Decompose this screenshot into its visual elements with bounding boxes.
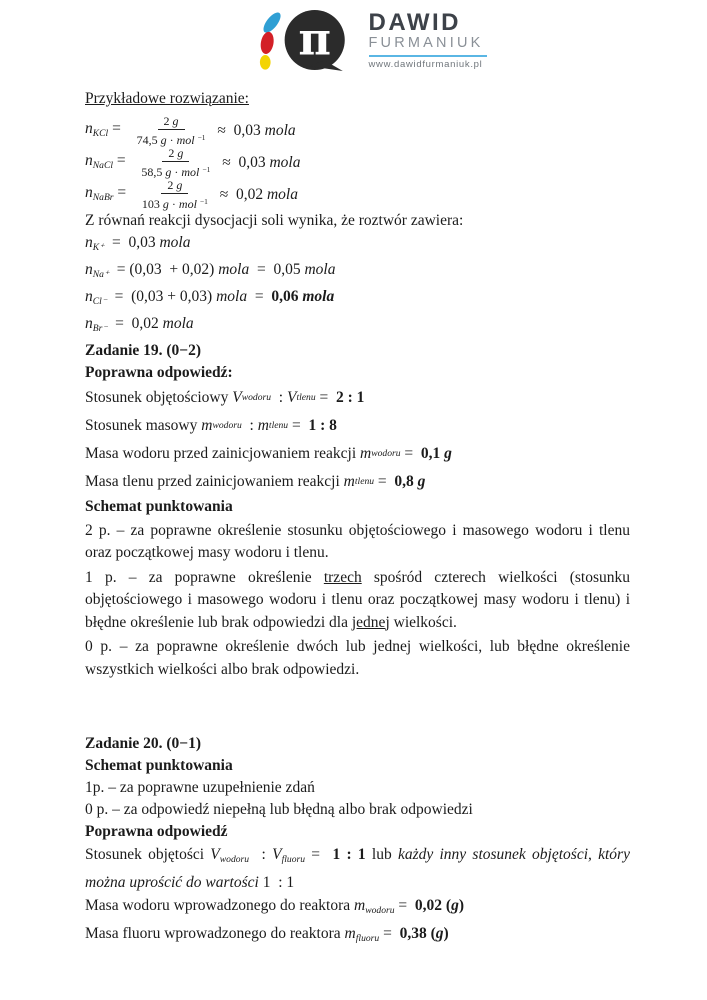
task19-title: Zadanie 19. (0−2) <box>85 341 202 359</box>
logo-name: DAWID <box>368 9 461 37</box>
task19-answer-heading: Poprawna odpowiedź: <box>85 363 233 381</box>
equation-lhs: nNaCl = <box>85 151 134 171</box>
fraction <box>139 147 212 179</box>
task20-answer-heading: Poprawna odpowiedź <box>85 823 228 840</box>
task19-answer-hydrogen-mass: Masa wodoru przed zainicjowaniem reakcji m wodoru = 0,1 g <box>85 444 452 462</box>
fraction-denominator: 103 g · mol $^{-1}$ <box>141 196 208 212</box>
mole-calc-kcl <box>85 113 630 148</box>
task19-scoring-2p: 2 p. – za poprawne określenie stosunku objętościowego i masowego wodoru i tlenu oraz początkowej masy wodoru i tlenu. <box>85 521 634 561</box>
document-content <box>0 72 707 950</box>
ion-line-na: nNa⁺ = (0,03 + 0,02) mola = 0,05 mola <box>85 260 336 280</box>
red-drop-icon <box>259 31 275 55</box>
equation-lhs: nNaBr = <box>85 183 134 203</box>
task20-title: Zadanie 20. (0−1) <box>85 735 202 752</box>
blue-drop-icon <box>260 10 283 36</box>
task19-answer-oxygen-mass: Masa tlenu przed zainicjowaniem reakcji m tlenu = 0,8 g <box>85 472 426 490</box>
equation-rhs: ≈ 0,03 mola <box>218 154 301 171</box>
logo-header <box>16 0 707 72</box>
equation-lhs: nKCl = <box>85 119 129 139</box>
dissociation-intro: Z równań reakcji dysocjacji soli wynika, że roztwór zawiera: <box>85 212 464 229</box>
fraction <box>140 179 210 211</box>
fraction-denominator: 74,5 g · mol $^{-1}$ <box>136 132 206 148</box>
logo-divider <box>369 55 487 57</box>
yellow-drop-icon <box>259 55 270 70</box>
task20-answer-fluorine-mass: Masa fluoru wprowadzonego do reaktora mfluoru = 0,38 (g) <box>85 924 449 944</box>
task19-scoring-0p: 0 p. – za poprawne określenie dwóch lub jednej wielkości, lub błędne określenie wszystkich wielkości albo brak odpowiedzi. <box>85 638 634 678</box>
solution-heading: Przykładowe rozwiązanie: <box>85 90 249 107</box>
logo-text-block <box>369 10 487 70</box>
logo-mark-icon <box>253 8 357 72</box>
mole-calc-nacl <box>85 145 630 180</box>
ion-line-k: nK⁺ = 0,03 mola <box>85 234 191 253</box>
fraction-numerator: 2 g <box>161 179 188 194</box>
task19-scoring-heading: Schemat punktowania <box>85 497 233 515</box>
ion-line-br: nBr⁻ = 0,02 mola <box>85 314 194 334</box>
ion-line-cl: nCl⁻ = (0,03 + 0,03) mola = 0,06 mola <box>85 287 335 307</box>
logo-surname: FURMANIUK <box>368 35 484 52</box>
task20-answer-volume-ratio: Stosunek objętości Vwodoru : Vfluoru = 1 : 1 lub każdy inny stosunek objętości, który można uprościć do wartości 1 : 1 <box>85 846 634 891</box>
pi-icon: π <box>297 12 331 66</box>
equation-rhs: ≈ 0,02 mola <box>215 186 298 203</box>
task20-scoring-heading: Schemat punktowania <box>85 757 233 774</box>
fraction-numerator: 2 g <box>162 147 189 162</box>
task19-scoring-1p: 1 p. – za poprawne określenie trzech spośród czterech wielkości (stosunku objętościowego i masowego wodoru i tlenu oraz początkowej masy wodoru i tlenu) i błędne określenie lub brak odpowiedzi dla jednej wielkości. <box>85 568 634 631</box>
equation-rhs: ≈ 0,03 mola <box>213 122 296 139</box>
task19-answer-mass-ratio: Stosunek masowy m wodoru : m tlenu = 1 : 8 <box>85 416 337 434</box>
task20-scoring-0p: 0 p. – za odpowiedź niepełną lub błędną albo brak odpowiedzi <box>85 801 473 818</box>
task20-answer-hydrogen-mass: Masa wodoru wprowadzonego do reaktora mwodoru = 0,02 (g) <box>85 896 465 916</box>
fraction-denominator: 58,5 g · mol $^{-1}$ <box>141 164 211 180</box>
mole-calc-nabr <box>85 177 630 212</box>
fraction <box>135 115 208 147</box>
task19-answer-volume-ratio: Stosunek objętościowy V wodoru : V tlenu = 2 : 1 <box>85 388 365 406</box>
fraction-numerator: 2 g <box>158 115 185 130</box>
task20-scoring-1p: 1p. – za poprawne uzupełnienie zdań <box>85 779 315 796</box>
logo-website: www.dawidfurmaniuk.pl <box>368 58 483 70</box>
